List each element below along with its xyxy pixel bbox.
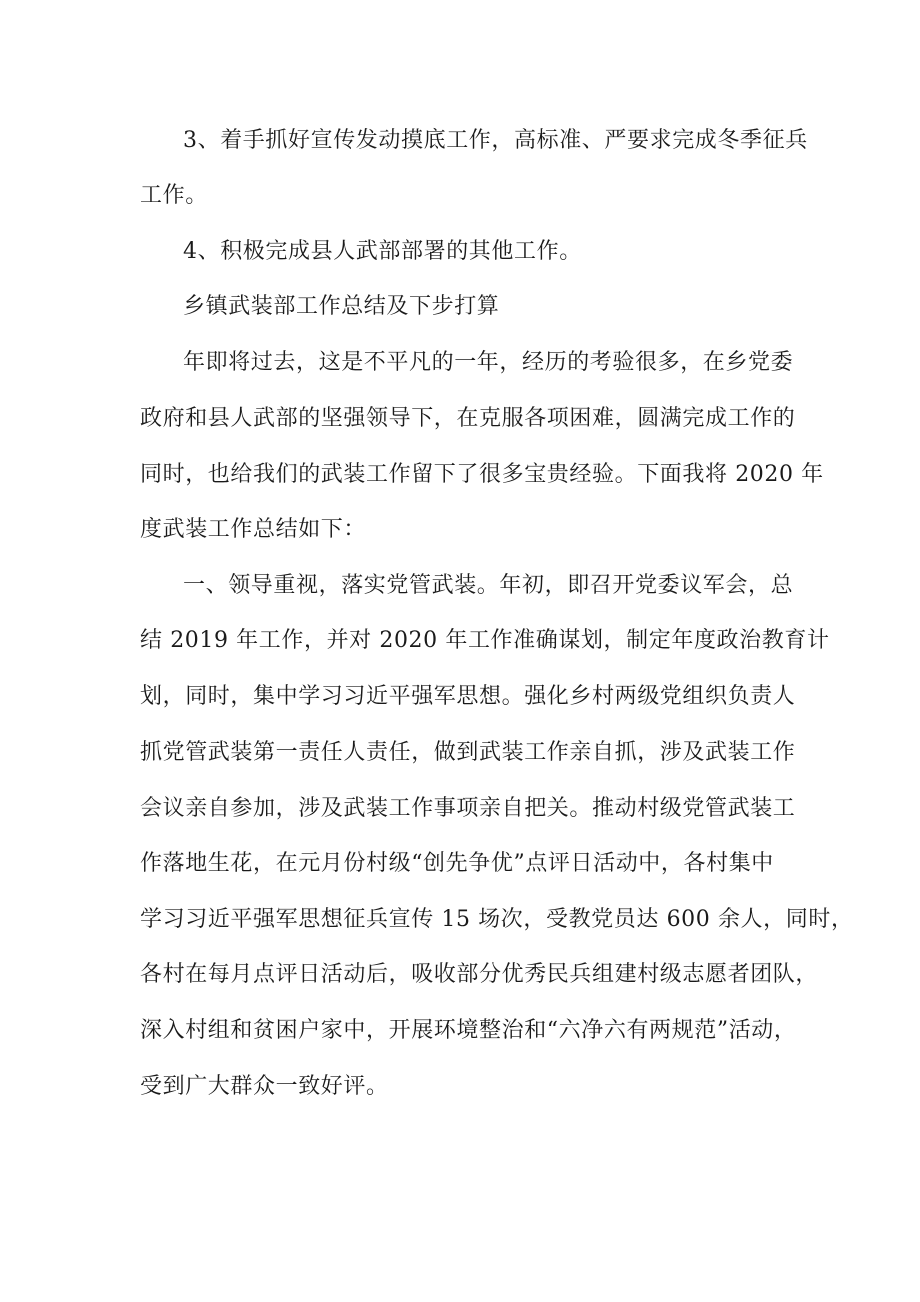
text-line-8: 度武装工作总结如下： xyxy=(140,517,367,542)
text-line-5: 年即将过去，这是不平凡的一年，经历的考验很多，在乡党委 xyxy=(183,350,794,375)
text-line-17: 深入村组和贫困户家中，开展环境整治和“六净六有两规范”活动， xyxy=(140,1018,797,1043)
text-line-6: 政府和县人武部的坚强领导下，在克服各项困难，圆满完成工作的 xyxy=(140,406,796,431)
text-line-14: 作落地生花，在元月份村级“创先争优”点评日活动中，各村集中 xyxy=(140,851,774,876)
text-line-12: 抓党管武装第一责任人责任，做到武装工作亲自抓，涉及武装工作 xyxy=(140,740,796,765)
section-heading: 乡镇武装部工作总结及下步打算 xyxy=(183,294,500,319)
text-line-2: 工作。 xyxy=(140,183,208,208)
text-line-13: 会议亲自参加，涉及武装工作事项亲自把关。推动村级党管武装工 xyxy=(140,796,796,821)
text-line-7: 同时，也给我们的武装工作留下了很多宝贵经验。下面我将 2020 年 xyxy=(140,462,824,487)
text-line-1: 3、着手抓好宣传发动摸底工作，高标准、严要求完成冬季征兵 xyxy=(183,128,808,153)
text-line-3: 4、积极完成县人武部部署的其他工作。 xyxy=(183,239,582,264)
text-line-10: 结 2019 年工作，并对 2020 年工作准确谋划，制定年度政治教育计 xyxy=(140,628,830,653)
text-line-11: 划，同时，集中学习习近平强军思想。强化乡村两级党组织负责人 xyxy=(140,684,796,709)
text-line-9: 一、领导重视，落实党管武装。年初，即召开党委议军会，总 xyxy=(183,573,794,598)
text-line-18: 受到广大群众一致好评。 xyxy=(140,1074,389,1099)
text-line-16: 各村在每月点评日活动后，吸收部分优秀民兵组建村级志愿者团队， xyxy=(140,962,819,987)
text-line-15: 学习习近平强军思想征兵宣传 15 场次，受教党员达 600 余人，同时， xyxy=(140,907,854,932)
